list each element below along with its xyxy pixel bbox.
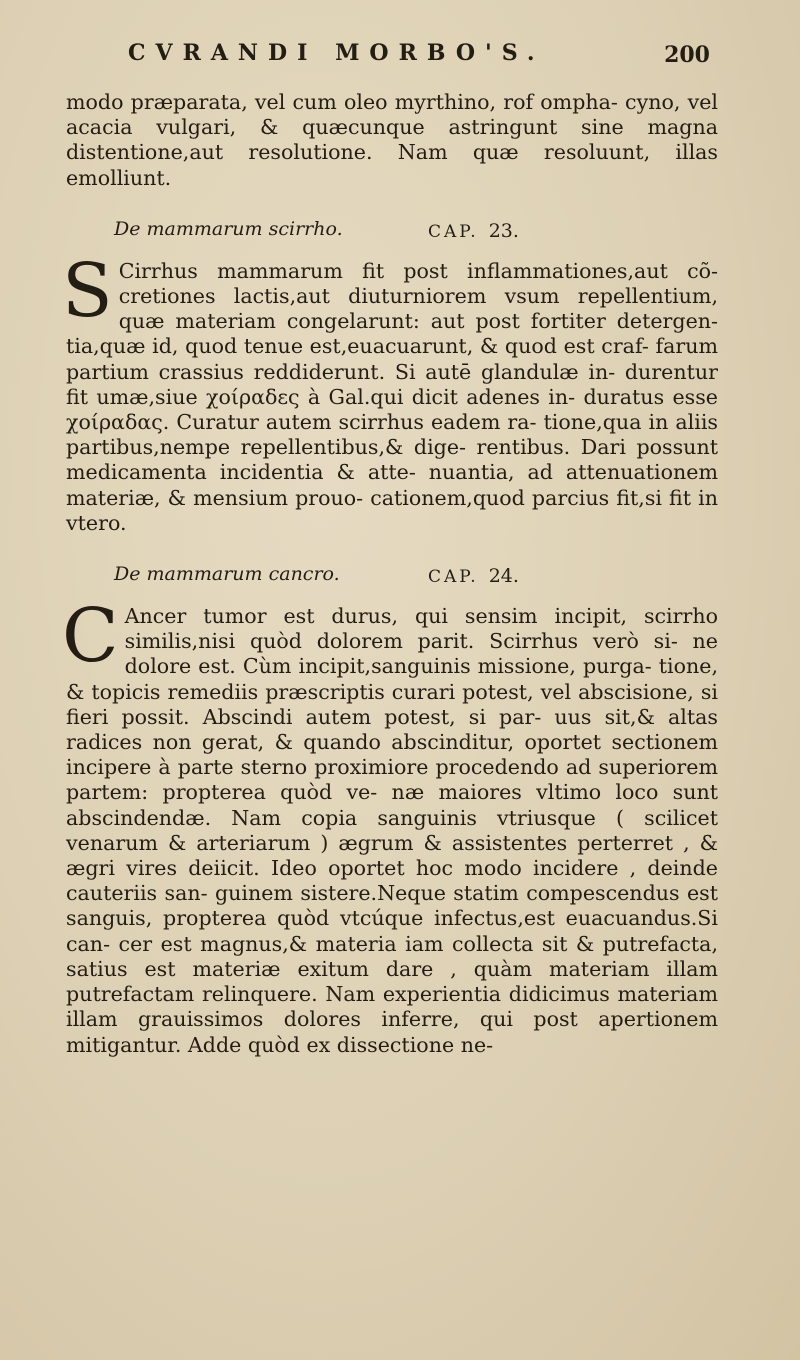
chapter-text: Ancer tumor est durus, qui sensim incipit, scirrho similis,nisi quòd dolorem parit. Scirrhus verò si- ne dolore est. Cùm incipit,sanguinis missione, purga- tione, & topicis remediis præscriptis curari potest, vel abscisione, si fieri possit. Abscindi autem potest, si par- uus sit,& altas radices non gerat, & quando abscinditur, oportet sectionem incipere à parte sterno proximiore procedendo ad superiorem partem: propterea quòd ve- næ maiores vltimo loco sunt abscindendæ. Nam copia sanguinis vtriusque ( scilicet venarum & arteriarum ) ægrum & assistentes perterret , & ægri vires deiicit. Ideo oportet hoc modo incidere , deinde cauteriis san- guinem sistere.Neque statim compescendus est sanguis, propterea quòd vtcúque infectus,est euacuandus.Si can- cer est magnus,& materia iam collecta sit & putrefacta, satius est materiæ exitum dare , quàm materiam illam putrefactam relinquere. Nam experientia didicimus materiam illam grauissimos dolores inferre, qui post apertionem mitigantur. Adde quòd ex dissectione ne- [66,604,718,1057]
intro-paragraph: modo præparata, vel cum oleo myrthino, rof ompha- cyno, vel acacia vulgari, & quæcunque astringunt sine magna distentione,aut resolutione. Nam quæ resoluunt, illas emolliunt. [66,90,718,190]
chapter-heading-24 [66,556,718,594]
chapter-title: De mammarum scirrho. [114,217,343,240]
text-block [62,90,718,1058]
cap-label: CAP. [428,567,479,588]
chapter-24-body [62,593,718,1058]
chapter-23-body [62,247,718,536]
page-number: 200 [664,42,710,68]
chapter-title: De mammarum cancro. [114,563,340,586]
drop-cap: C [62,593,119,680]
running-head: CVRANDI MORBO'S. [128,40,545,66]
chapter-cap [428,219,519,245]
cap-number: 23. [488,219,519,242]
chapter-cap [428,564,519,590]
drop-cap: S [62,247,113,334]
cap-label: CAP. [428,221,479,242]
chapter-heading-23 [66,211,718,249]
cap-number: 24. [488,565,519,588]
chapter-text: Cirrhus mammarum fit post inflammationes,aut cõ- cretiones lactis,aut diuturniorem vsum repellentium, quæ materiam congelarunt: aut post fortiter detergen- tia,quæ id, quod tenue est,euacuarunt, & quod est craf- farum partium crassius reddiderunt. Si autē glandulæ in- durentur fit umæ,siue χοίραδες à Gal.qui dicit adenes in- duratus esse χοίραδας. Curatur autem scirrhus eadem ra- tione,qua in aliis partibus,nempe repellentibus,& dige- rentibus. Dari possunt medicamenta incidentia & atte- nuantia, ad attenuationem materiæ, & mensium prouo- cationem,quod parcius fit,si fit in vtero. [66,258,718,535]
